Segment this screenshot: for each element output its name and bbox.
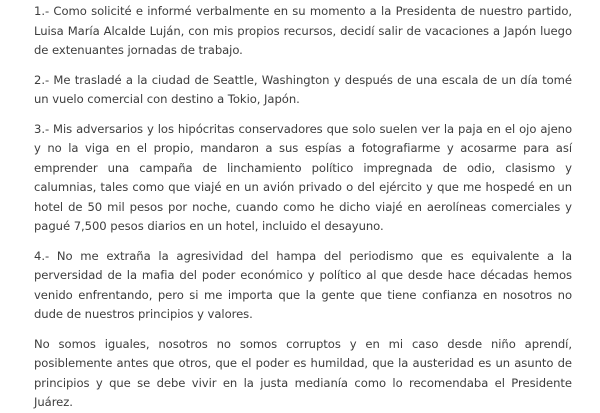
paragraph-5: No somos iguales, nosotros no somos corruptos y en mi caso desde niño aprendí, posiblemente antes que otros, que el poder es humildad, que la austeridad es un asunto de principios y que se debe vivir en la justa medianía como lo recomendaba el Presidente Juárez. [34, 336, 572, 409]
paragraph-2: 2.- Me trasladé a la ciudad de Seattle, Washington y después de una escala de un día tomé un vuelo comercial con destino a Tokio, Japón. [34, 72, 572, 106]
paragraph-3: 3.- Mis adversarios y los hipócritas conservadores que solo suelen ver la paja en el ojo ajeno y no la viga en el propio, mandaron a sus espías a fotografiarme y acosarme para así emprender una campaña de linchamiento político impregnada de odio, clasismo y calumnias, tales como que viajé en un avión privado o del ejército y que me hospedé en un hotel de 50 mil pesos por noche, cuando como he dicho viajé en aerolíneas comerciales y pagué 7,500 pesos diarios en un hotel, incluido el desayuno. [34, 121, 572, 233]
paragraph-4: 4.- No me extraña la agresividad del hampa del periodismo que es equivalente a la perversidad de la mafia del poder económico y político al que desde hace décadas hemos venido enfrentando, pero si me importa que la gente que tiene confianza en nosotros no dude de nuestros principios y valores. [34, 248, 572, 321]
paragraph-1: 1.- Como solicité e informé verbalmente en su momento a la Presidenta de nuestro partido, Luisa María Alcalde Luján, con mis propios recursos, decidí salir de vacaciones a Japón luego de extenuantes jornadas de trabajo. [34, 4, 572, 57]
